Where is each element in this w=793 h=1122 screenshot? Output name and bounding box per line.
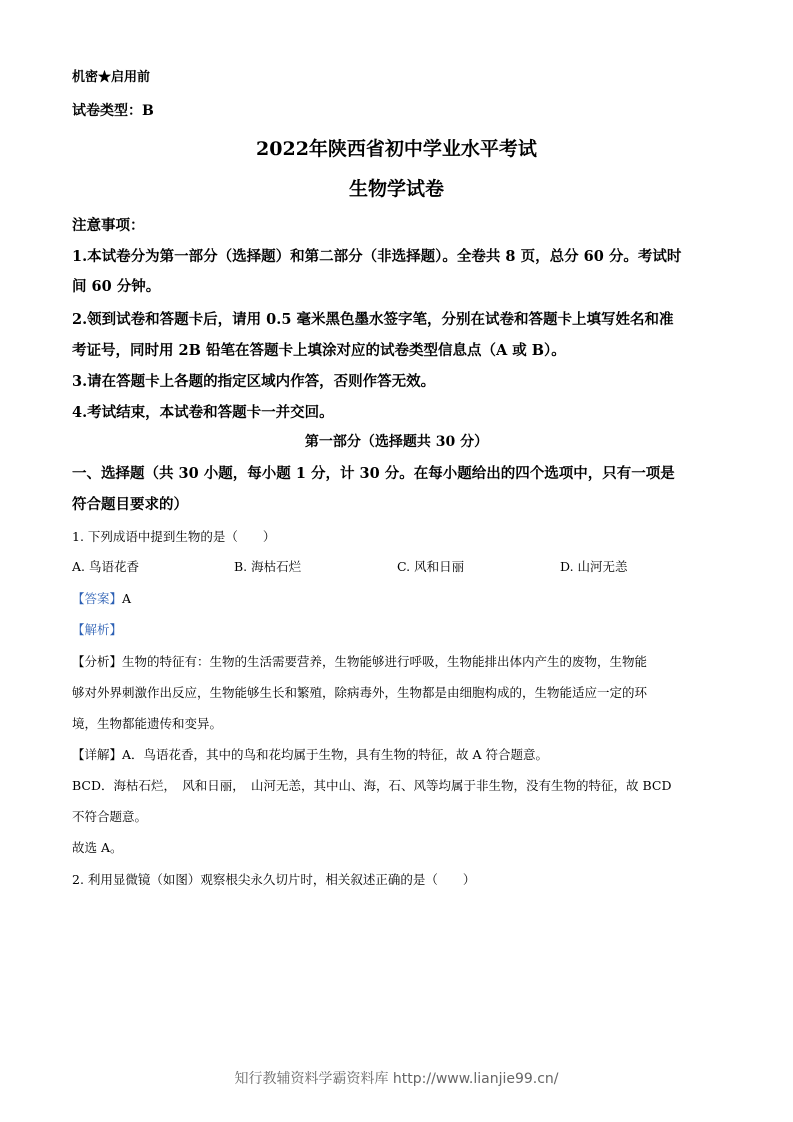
section-instructions-line-1: 一、选择题（共 30 小题，每小题 1 分，计 30 分。在每小题给出的四个选项中，只有一项是 xyxy=(72,465,675,482)
footer-watermark: 知行教辅资料学霸资料库 http://www.lianjie99.cn/ xyxy=(234,1071,559,1087)
detail-tag: 【详解】 xyxy=(72,747,123,762)
paper-type: 试卷类型：B xyxy=(72,103,154,119)
notice-item-2-line-1: 2.领到试卷和答题卡后，请用 0.5 毫米黑色墨水签字笔，分别在试卷和答题卡上填写姓名和准 xyxy=(72,311,674,328)
analysis-tag: 【解析】 xyxy=(72,622,123,637)
detail-line-2: BCD．海枯石烂， 风和日丽， 山河无恙，其中山、海，石、风等均属于非生物，没有生物的特征，故 BCD xyxy=(72,778,672,793)
notice-item-1-line-2: 间 60 分钟。 xyxy=(72,278,161,295)
question-2-stem: 2. 利用显微镜（如图）观察根尖永久切片时，相关叙述正确的是（ ） xyxy=(72,872,476,887)
fenxi-line-1 xyxy=(72,652,647,670)
answer-value: A xyxy=(122,591,132,606)
page-title: 2022年陕西省初中学业水平考试 xyxy=(256,138,537,160)
question-1-option-b: B. 海枯石烂 xyxy=(234,559,302,574)
section-instructions-line-2: 符合题目要求的） xyxy=(72,496,188,513)
fenxi-text-1: 生物的特征有：生物的生活需要营养，生物能够进行呼吸，生物能排出体内产生的废物，生物能 xyxy=(122,654,648,669)
question-1-option-c: C. 风和日丽 xyxy=(397,559,465,574)
detail-text-1: A．鸟语花香，其中的鸟和花均属于生物，具有生物的特征，故 A 符合题意。 xyxy=(122,747,549,762)
question-1-stem: 1. 下列成语中提到生物的是（ ） xyxy=(72,529,276,544)
detail-line-1 xyxy=(72,745,548,763)
detail-line-3: 不符合题意。 xyxy=(72,809,148,824)
answer-line xyxy=(72,589,131,607)
confidential-label: 机密★启用前 xyxy=(72,70,151,85)
fenxi-line-2: 够对外界刺激作出反应，生物能够生长和繁殖，除病毒外，生物都是由细胞构成的，生物能适应一定的环 xyxy=(72,685,648,700)
notice-heading: 注意事项： xyxy=(72,217,145,234)
notice-item-3: 3.请在答题卡上各题的指定区域内作答，否则作答无效。 xyxy=(72,373,436,390)
question-1-option-d: D. 山河无恙 xyxy=(560,559,628,574)
notice-item-2-line-2: 考证号，同时用 2B 铅笔在答题卡上填涂对应的试卷类型信息点（A 或 B）。 xyxy=(72,342,566,359)
fenxi-line-3: 境，生物都能遗传和变异。 xyxy=(72,716,223,731)
answer-tag: 【答案】 xyxy=(72,591,123,606)
notice-item-1-line-1: 1.本试卷分为第一部分（选择题）和第二部分（非选择题）。全卷共 8 页，总分 60 分。考试时 xyxy=(72,248,682,265)
notice-item-4: 4.考试结束，本试卷和答题卡一并交回。 xyxy=(72,404,334,421)
question-1-option-a: A. 鸟语花香 xyxy=(72,559,139,574)
page-subtitle: 生物学试卷 xyxy=(348,178,444,200)
conclusion: 故选 A。 xyxy=(72,840,123,855)
fenxi-tag: 【分析】 xyxy=(72,654,123,669)
part-heading: 第一部分（选择题共 30 分） xyxy=(304,434,489,450)
